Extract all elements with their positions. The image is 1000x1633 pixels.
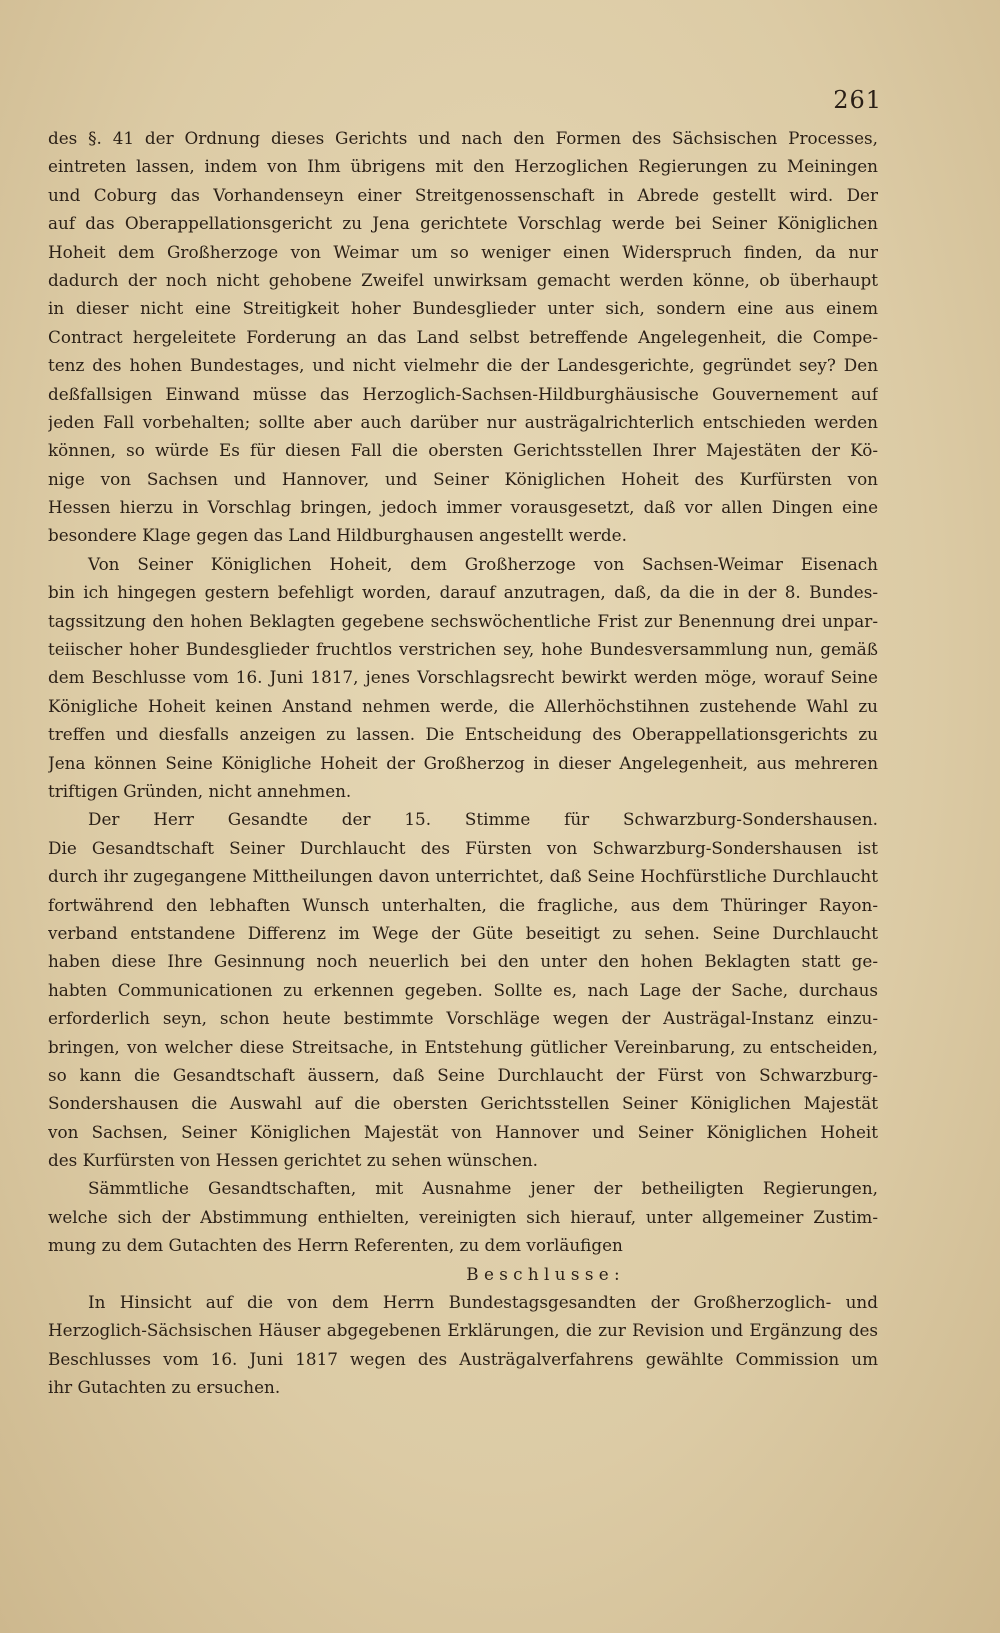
text-line: eintreten lassen, indem von Ihm übrigens mit den Herzoglichen Regierungen zu Meiningen — [48, 156, 878, 177]
page-number: 261 — [833, 86, 882, 114]
text-line: so kann die Gesandtschaft äussern, daß Seine Durchlaucht der Fürst von Schwarzburg- — [48, 1064, 878, 1085]
text-line: Contract hergeleitete Forderung an das Land selbst betreffende Angelegenheit, die Compe- — [48, 326, 878, 347]
text-line: erforderlich seyn, schon heute bestimmte Vorschläge wegen der Austrägal-Instanz einzu- — [48, 1008, 878, 1029]
text-line: besondere Klage gegen das Land Hildburghausen angestellt werde. — [48, 525, 627, 546]
text-line: Von Seiner Königlichen Hoheit, dem Großherzoge von Sachsen-Weimar Eisenach — [88, 553, 878, 574]
text-line: Königliche Hoheit keinen Anstand nehmen werde, die Allerhöchstihnen zustehende Wahl zu — [48, 695, 878, 716]
text-line: ihr Gutachten zu ersuchen. — [48, 1377, 281, 1398]
text-line: B e s c h l u s s e : — [466, 1263, 620, 1284]
text-line: fortwährend den lebhaften Wunsch unterhalten, die fragliche, aus dem Thüringer Rayon- — [48, 894, 878, 915]
text-line: triftigen Gründen, nicht annehmen. — [48, 780, 352, 801]
text-line: können, so würde Es für diesen Fall die obersten Gerichtsstellen Ihrer Majestäten der Kö- — [48, 440, 878, 461]
text-line: haben diese Ihre Gesinnung noch neuerlich bei den unter den hohen Beklagten statt ge- — [48, 951, 878, 972]
text-line: Jena können Seine Königliche Hoheit der Großherzog in dieser Angelegenheit, aus mehreren — [48, 752, 878, 773]
text-line: des §. 41 der Ordnung dieses Gerichts und nach den Formen des Sächsischen Processes, — [48, 128, 878, 148]
text-line: mung zu dem Gutachten des Herrn Referenten, zu dem vorläufigen — [48, 1235, 623, 1256]
text-line: Sondershausen die Auswahl auf die obersten Gerichtsstellen Seiner Königlichen Majestät — [48, 1093, 878, 1114]
text-line: verband entstandene Differenz im Wege der Güte beseitigt zu sehen. Seine Durchlaucht — [48, 922, 878, 943]
text-line: habten Communicationen zu erkennen gegeben. Sollte es, nach Lage der Sache, durchaus — [48, 979, 878, 1000]
text-line: nige von Sachsen und Hannover, und Seiner Königlichen Hoheit des Kurfürsten von — [48, 468, 878, 489]
text-line: auf das Oberappellationsgericht zu Jena gerichtete Vorschlag werde bei Seiner Königlichen — [48, 213, 878, 234]
text-line: Hessen hierzu in Vorschlag bringen, jedoch immer vorausgesetzt, daß vor allen Dingen eine — [48, 497, 878, 518]
text-line: Sämmtliche Gesandtschaften, mit Ausnahme jener der betheiligten Regierungen, — [88, 1178, 878, 1199]
text-line: in dieser nicht eine Streitigkeit hoher Bundesglieder unter sich, sondern eine aus einem — [48, 298, 878, 319]
text-line: In Hinsicht auf die von dem Herrn Bundestagsgesandten der Großherzoglich- und — [88, 1292, 878, 1313]
text-line: welche sich der Abstimmung enthielten, vereinigten sich hierauf, unter allgemeiner Zustim- — [48, 1206, 878, 1227]
text-line: des Kurfürsten von Hessen gerichtet zu sehen wünschen. — [48, 1150, 538, 1171]
text-line: Herzoglich-Sächsischen Häuser abgegebenen Erklärungen, die zur Revision und Ergänzung des — [48, 1320, 878, 1341]
text-line: dadurch der noch nicht gehobene Zweifel unwirksam gemacht werden könne, ob überhaupt — [48, 269, 878, 290]
text-line: tagssitzung den hohen Beklagten gegebene sechswöchentliche Frist zur Benennung drei unpar- — [48, 610, 878, 631]
text-line: dem Beschlusse vom 16. Juni 1817, jenes Vorschlagsrecht bewirkt werden möge, worauf Seine — [48, 667, 878, 688]
text-line: Der Herr Gesandte der 15. Stimme für Schwarzburg-Sondershausen. — [88, 809, 878, 830]
text-line: von Sachsen, Seiner Königlichen Majestät von Hannover und Seiner Königlichen Hoheit — [48, 1121, 878, 1142]
text-line: und Coburg das Vorhandenseyn einer Streitgenossenschaft in Abrede gestellt wird. Der — [48, 184, 878, 205]
text-line: Hoheit dem Großherzoge von Weimar um so weniger einen Widerspruch finden, da nur — [48, 241, 878, 262]
text-line: deßfallsigen Einwand müsse das Herzoglich-Sachsen-Hildburghäusische Gouvernement auf — [48, 383, 878, 404]
text-line: bringen, von welcher diese Streitsache, in Entstehung gütlicher Vereinbarung, zu entscheiden, — [48, 1036, 878, 1057]
body-text — [48, 124, 878, 1402]
text-line: durch ihr zugegangene Mittheilungen davon unterrichtet, daß Seine Hochfürstliche Durchlaucht — [48, 866, 878, 887]
text-line: jeden Fall vorbehalten; sollte aber auch darüber nur austrägalrichterlich entschieden werden — [48, 411, 878, 432]
text-line: tenz des hohen Bundestages, und nicht vielmehr die der Landesgerichte, gegründet sey? Den — [48, 355, 878, 376]
text-line: Beschlusses vom 16. Juni 1817 wegen des Austrägalverfahrens gewählte Commission um — [48, 1348, 878, 1369]
text-line: bin ich hingegen gestern befehligt worden, darauf anzutragen, daß, da die in der 8. Bundes- — [48, 582, 878, 603]
text-line: treffen und diesfalls anzeigen zu lassen. Die Entscheidung des Oberappellationsgerichts zu — [48, 724, 878, 745]
text-line: teiischer hoher Bundesglieder fruchtlos verstrichen sey, hohe Bundesversammlung nun, gemäß — [48, 639, 878, 660]
text-line: Die Gesandtschaft Seiner Durchlaucht des Fürsten von Schwarzburg-Sondershausen ist — [48, 837, 878, 858]
